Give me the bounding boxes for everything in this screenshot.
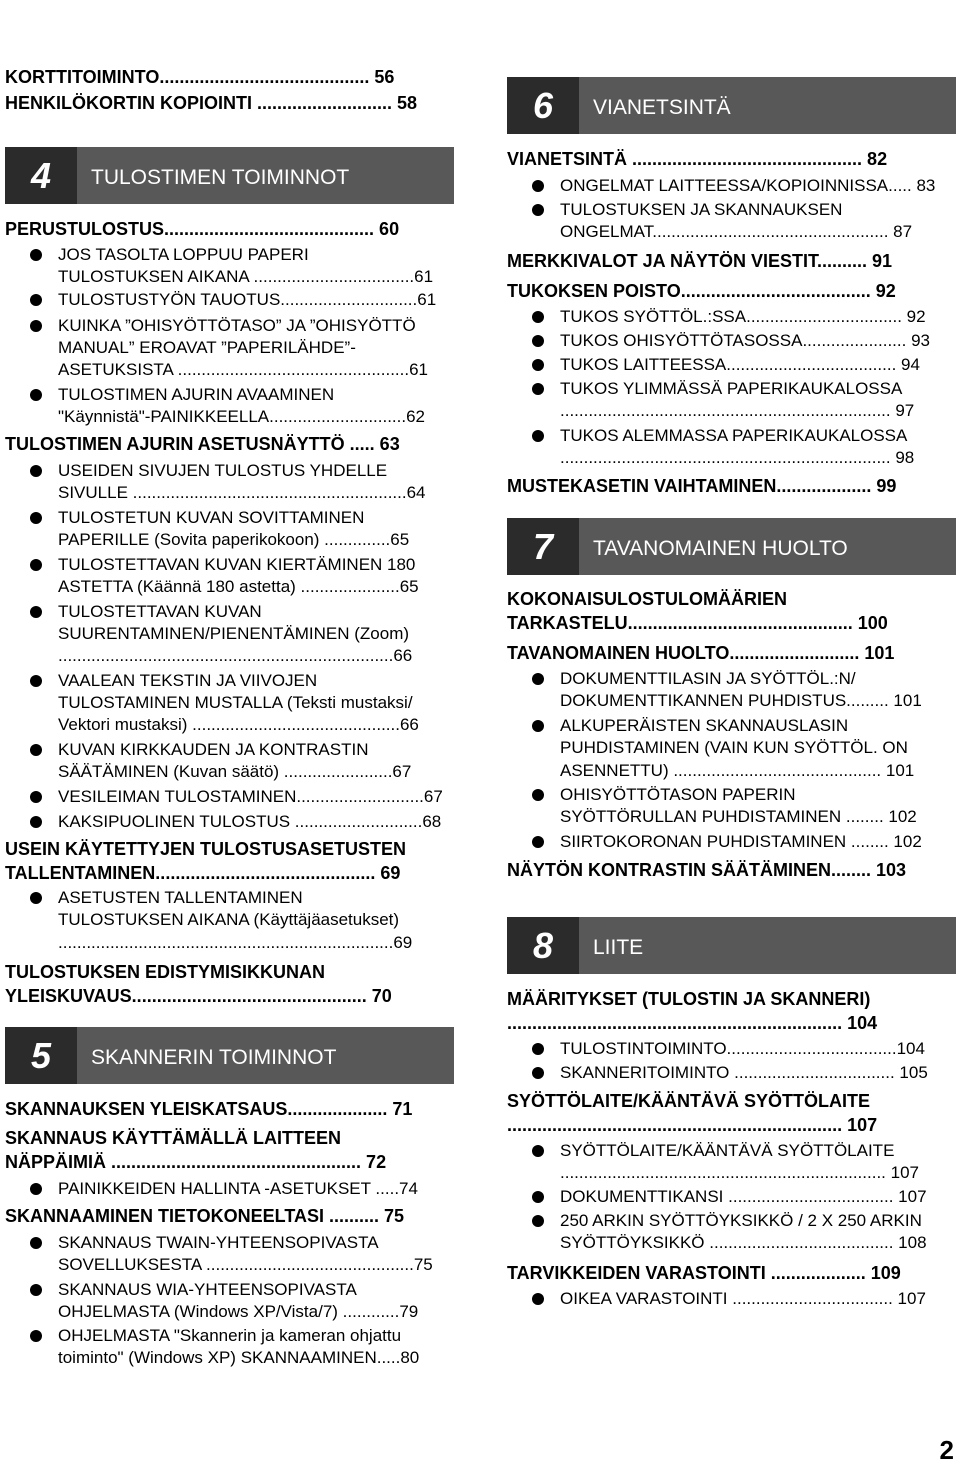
toc-sub-entry: TULOSTINTOIMINTO....................................104 <box>560 1038 956 1060</box>
toc-sub-entry: TULOSTUSTYÖN TAUOTUS.............................61 <box>58 289 454 311</box>
chapter-banner <box>507 917 956 974</box>
toc-sub-entry: OHJELMASTA "Skannerin ja kameran ohjattu <box>58 1325 454 1347</box>
toc-sub-entry: ALKUPERÄISTEN SKANNAUSLASIN <box>560 715 956 737</box>
toc-sub-entry: .......................................................................66 <box>58 646 413 665</box>
toc-sub-entry: ASETUSTEN TALLENTAMINEN <box>58 887 454 909</box>
toc-heading-entry: SKANNAUS KÄYTTÄMÄLLÄ LAITTEEN <box>5 1128 341 1148</box>
toc-sub-entry: MANUAL” EROAVAT ”PAPERILÄHDE”- <box>58 338 356 357</box>
toc-heading-entry: TAVANOMAINEN HUOLTO.......................... 101 <box>507 643 895 663</box>
chapter-title: LIITE <box>593 936 644 959</box>
chapter-title: SKANNERIN TOIMINNOT <box>91 1046 337 1069</box>
toc-sub-entry: TUKOS ALEMMASSA PAPERIKAUKALOSSA <box>560 425 956 447</box>
toc-sub-entry: SKANNAUS TWAIN-YHTEENSOPIVASTA <box>58 1232 454 1254</box>
toc-sub-entry: TUKOS LAITTEESSA.................................... 94 <box>560 354 956 376</box>
toc-heading-entry: HENKILÖKORTIN KOPIOINTI ........................... 58 <box>5 93 418 113</box>
toc-sub-entry: ONGELMAT.................................................. 87 <box>560 222 913 241</box>
toc-sub-entry: "Käynnistä"-PAINIKKEELLA.............................62 <box>58 407 426 426</box>
chapter-banner <box>507 77 956 134</box>
toc-sub-entry: SUURENTAMINEN/PIENENTÄMINEN (Zoom) <box>58 624 410 643</box>
toc-sub-entry: TULOSTUKSEN AIKANA ..................................61 <box>58 267 434 286</box>
chapter-number: 7 <box>507 518 579 575</box>
toc-heading-entry: MÄÄRITYKSET (TULOSTIN JA SKANNERI) <box>507 989 871 1009</box>
toc-heading-entry: MUSTEKASETIN VAIHTAMINEN................... 99 <box>507 476 897 496</box>
chapter-number: 8 <box>507 917 579 974</box>
toc-sub-entry: KUINKA ”OHISYÖTTÖTASO” JA ”OHISYÖTTÖ <box>58 315 454 337</box>
toc-sub-entry: SÄÄTÄMINEN (Kuvan säätö) .......................67 <box>58 762 412 781</box>
toc-sub-entry: OIKEA VARASTOINTI .................................. 107 <box>560 1288 956 1310</box>
chapter-title: TAVANOMAINEN HUOLTO <box>593 537 848 560</box>
toc-heading-entry: YLEISKUVAUS............................................... 70 <box>5 986 392 1006</box>
toc-sub-entry: TULOSTETUN KUVAN SOVITTAMINEN <box>58 507 454 529</box>
toc-sub-entry: 250 ARKIN SYÖTTÖYKSIKKÖ / 2 X 250 ARKIN <box>560 1210 956 1232</box>
toc-sub-entry: TULOSTETTAVAN KUVAN KIERTÄMINEN 180 <box>58 554 454 576</box>
toc-sub-entry: DOKUMENTTILASIN JA SYÖTTÖL.:N/ <box>560 668 956 690</box>
chapter-banner <box>507 518 956 575</box>
toc-heading-entry: KOKONAISULOSTULOMÄÄRIEN <box>507 589 787 609</box>
toc-heading-entry: USEIN KÄYTETTYJEN TULOSTUSASETUSTEN <box>5 839 407 859</box>
toc-sub-entry: toiminto" (Windows XP) SKANNAAMINEN.....80 <box>58 1348 420 1367</box>
toc-sub-entry: TUKOS YLIMMÄSSÄ PAPERIKAUKALOSSA <box>560 378 956 400</box>
toc-heading-entry: TARVIKKEIDEN VARASTOINTI ................... 109 <box>507 1263 901 1283</box>
toc-sub-entry: DOKUMENTTIKANNEN PUHDISTUS......... 101 <box>560 691 922 710</box>
toc-sub-entry: PUHDISTAMINEN (VAIN KUN SYÖTTÖL. ON <box>560 738 908 757</box>
toc-sub-entry: TULOSTAMINEN MUSTALLA (Teksti mustaksi/ <box>58 693 413 712</box>
toc-heading-entry: NÄYTÖN KONTRASTIN SÄÄTÄMINEN........ 103 <box>507 860 907 880</box>
toc-heading-entry: SKANNAUKSEN YLEISKATSAUS.................... 71 <box>5 1099 413 1119</box>
toc-sub-entry: ASETUKSISTA .................................................61 <box>58 360 429 379</box>
toc-sub-entry: SOVELLUKSESTA ............................................75 <box>58 1255 433 1274</box>
toc-sub-entry: ASENNETTU) ............................................ 101 <box>560 761 915 780</box>
toc-sub-entry: PAINIKKEIDEN HALLINTA -ASETUKSET .....74 <box>58 1178 454 1200</box>
toc-sub-entry: SYÖTTÖLAITE/KÄÄNTÄVÄ SYÖTTÖLAITE <box>560 1140 956 1162</box>
toc-heading-entry: KORTTITOIMINTO.......................................... 56 <box>5 67 395 87</box>
toc-heading-entry: SKANNAAMINEN TIETOKONEELTASI .......... 75 <box>5 1206 405 1226</box>
toc-heading-entry: SYÖTTÖLAITE/KÄÄNTÄVÄ SYÖTTÖLAITE <box>507 1091 870 1111</box>
toc-heading-entry: TULOSTIMEN AJURIN ASETUSNÄYTTÖ ..... 63 <box>5 434 400 454</box>
chapter-banner <box>5 147 454 204</box>
toc-sub-entry: OHJELMASTA (Windows XP/Vista/7) ............79 <box>58 1302 419 1321</box>
toc-sub-entry: PAPERILLE (Sovita paperikokoon) ..............65 <box>58 530 410 549</box>
toc-sub-entry: SKANNERITOIMINTO .................................. 105 <box>560 1062 956 1084</box>
toc-sub-entry: ...................................................................... 98 <box>560 448 915 467</box>
page-number: 2 <box>939 1435 954 1465</box>
toc-sub-entry: TUKOS OHISYÖTTÖTASOSSA...................... 93 <box>560 330 956 352</box>
chapter-number: 4 <box>5 147 77 204</box>
toc-heading-entry: ................................................................... 107 <box>507 1115 878 1135</box>
toc-sub-entry: SIVULLE ..........................................................64 <box>58 483 426 502</box>
toc-sub-entry: KUVAN KIRKKAUDEN JA KONTRASTIN <box>58 739 454 761</box>
chapter-number: 5 <box>5 1027 77 1084</box>
toc-sub-entry: VESILEIMAN TULOSTAMINEN...........................67 <box>58 786 454 808</box>
toc-sub-entry: SYÖTTÖYKSIKKÖ ....................................... 108 <box>560 1233 927 1252</box>
toc-sub-entry: SIIRTOKORONAN PUHDISTAMINEN ........ 102 <box>560 831 956 853</box>
chapter-title: VIANETSINTÄ <box>593 96 731 119</box>
toc-sub-entry: OHISYÖTTÖTASON PAPERIN <box>560 784 956 806</box>
toc-heading-entry: TALLENTAMINEN............................................ 69 <box>5 863 401 883</box>
toc-sub-entry: TULOSTUKSEN AIKANA (Käyttäjäasetukset) <box>58 910 400 929</box>
chapter-banner <box>5 1027 454 1084</box>
chapter-title: TULOSTIMEN TOIMINNOT <box>91 166 350 189</box>
toc-heading-entry: NÄPPÄIMIÄ .................................................. 72 <box>5 1152 387 1172</box>
toc-sub-entry: VAALEAN TEKSTIN JA VIIVOJEN <box>58 670 454 692</box>
toc-sub-entry: ...................................................................... 97 <box>560 401 915 420</box>
toc-sub-entry: TULOSTIMEN AJURIN AVAAMINEN <box>58 384 454 406</box>
toc-sub-entry: TULOSTETTAVAN KUVAN <box>58 601 454 623</box>
toc-heading-entry: TULOSTUKSEN EDISTYMISIKKUNAN <box>5 962 326 982</box>
toc-sub-entry: Vektori mustaksi) ............................................66 <box>58 715 419 734</box>
toc-sub-entry: SYÖTTÖRULLAN PUHDISTAMINEN ........ 102 <box>560 807 917 826</box>
toc-sub-entry: TUKOS SYÖTTÖL.:SSA................................. 92 <box>560 306 956 328</box>
toc-sub-entry: TULOSTUKSEN JA SKANNAUKSEN <box>560 199 956 221</box>
toc-heading-entry: ................................................................... 104 <box>507 1013 878 1033</box>
chapter-number: 6 <box>507 77 579 134</box>
toc-sub-entry: KAKSIPUOLINEN TULOSTUS ...........................68 <box>58 811 454 833</box>
toc-sub-entry: ONGELMAT LAITTEESSA/KOPIOINNISSA..... 83 <box>560 175 956 197</box>
toc-sub-entry: SKANNAUS WIA-YHTEENSOPIVASTA <box>58 1279 454 1301</box>
toc-heading-entry: PERUSTULOSTUS.......................................... 60 <box>5 219 400 239</box>
toc-sub-entry: ASTETTA (Käännä 180 astetta) .....................65 <box>58 577 419 596</box>
toc-heading-entry: VIANETSINTÄ .............................................. 82 <box>507 149 888 169</box>
toc-sub-entry: ..................................................................... 107 <box>560 1163 919 1182</box>
toc-sub-entry: DOKUMENTTIKANSI ................................... 107 <box>560 1186 956 1208</box>
toc-sub-entry: JOS TASOLTA LOPPUU PAPERI <box>58 244 454 266</box>
toc-heading-entry: TUKOKSEN POISTO...................................... 92 <box>507 281 896 301</box>
toc-sub-entry: .......................................................................69 <box>58 933 413 952</box>
toc-heading-entry: TARKASTELU............................................. 100 <box>507 613 888 633</box>
toc-sub-entry: USEIDEN SIVUJEN TULOSTUS YHDELLE <box>58 460 454 482</box>
toc-heading-entry: MERKKIVALOT JA NÄYTÖN VIESTIT.......... 91 <box>507 251 893 271</box>
